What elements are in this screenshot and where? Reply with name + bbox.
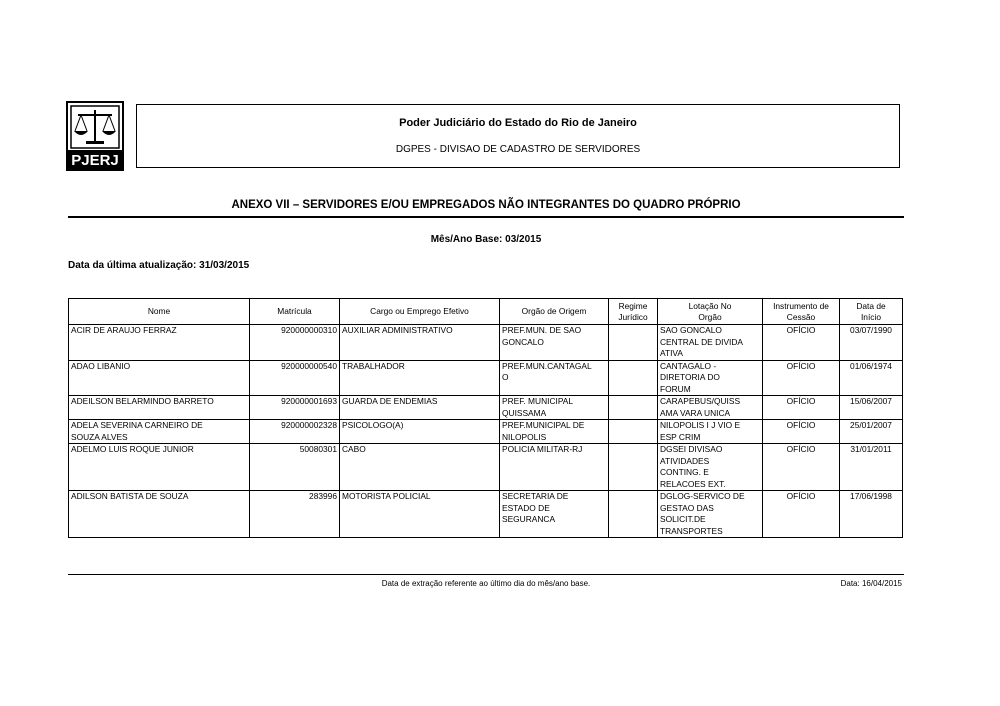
cell-lotacao <box>658 360 763 396</box>
table-row <box>69 360 903 396</box>
cell-nome <box>69 396 250 420</box>
cell-regime <box>609 444 658 491</box>
footer-date: Data: 16/04/2015 <box>840 579 902 588</box>
column-header-line: Nome <box>147 306 171 316</box>
column-header-line: Início <box>860 311 882 322</box>
cell-line: CENTRAL DE DIVIDA <box>660 336 743 347</box>
cell-inicio: 01/06/1974 <box>840 360 903 396</box>
cell-regime <box>609 420 658 444</box>
division-subtitle: DGPES - DIVISAO DE CADASTRO DE SERVIDORES <box>395 144 641 155</box>
column-header-line: Cargo ou Emprego Efetivo <box>370 306 469 316</box>
pjerj-logo <box>66 101 124 171</box>
table-row <box>69 491 903 538</box>
cell-nome <box>69 360 250 396</box>
column-header-line: Orgão <box>698 311 722 322</box>
cell-matricula: 283996 <box>250 491 340 538</box>
column-header <box>840 299 903 325</box>
logo-text: PJERJ <box>71 152 119 169</box>
cell-line: ACIR DE ARAUJO FERRAZ <box>71 325 177 335</box>
cell-line: ADEILSON BELARMINDO BARRETO <box>71 396 214 406</box>
column-header <box>763 299 840 325</box>
cell-matricula: 920000001693 <box>250 396 340 420</box>
cell-orgao <box>500 325 609 361</box>
cell-inicio: 25/01/2007 <box>840 420 903 444</box>
column-header <box>69 299 250 325</box>
cell-instrumento: OFÍCIO <box>763 360 840 396</box>
cell-line: RELACOES EXT. <box>660 478 726 489</box>
column-header <box>340 299 500 325</box>
cell-line: GESTAO DAS <box>660 502 714 513</box>
cell-regime <box>609 325 658 361</box>
court-title: Poder Judiciário do Estado do Rio de Janeiro <box>399 117 637 129</box>
cell-line: SECRETARIA DE <box>502 491 569 501</box>
cell-line: ATIVA <box>660 348 683 358</box>
table-header-row <box>69 299 903 325</box>
cell-orgao <box>500 360 609 396</box>
cell-line: DGSEI DIVISAO <box>660 444 723 454</box>
cell-line: PREF.MUN.CANTAGAL <box>502 360 592 371</box>
last-update: Data da última atualização: 31/03/2015 <box>68 260 250 271</box>
cell-instrumento: OFÍCIO <box>763 420 840 444</box>
cell-line: ADELA SEVERINA CARNEIRO DE <box>71 420 203 430</box>
cell-line: AMA VARA UNICA <box>660 407 731 418</box>
cell-instrumento: OFÍCIO <box>763 325 840 361</box>
cell-line: FORUM <box>660 383 691 394</box>
cell-cargo: AUXILIAR ADMINISTRATIVO <box>340 325 500 361</box>
cell-matricula: 920000002328 <box>250 420 340 444</box>
cell-inicio: 17/06/1998 <box>840 491 903 538</box>
cell-lotacao <box>658 491 763 538</box>
cell-line: PREF.MUN. DE SAO <box>502 325 582 335</box>
cell-line: ADILSON BATISTA DE SOUZA <box>71 491 189 501</box>
column-header <box>500 299 609 325</box>
cell-matricula: 920000000310 <box>250 325 340 361</box>
column-header-line: Instrumento de <box>773 300 829 311</box>
column-header <box>250 299 340 325</box>
cell-nome <box>69 491 250 538</box>
annex-title: ANEXO VII – SERVIDORES E/OU EMPREGADOS NÃO INTEGRANTES DO QUADRO PRÓPRIO <box>231 199 741 211</box>
cell-line: QUISSAMA <box>502 407 547 418</box>
cell-line: DIRETORIA DO <box>660 372 720 382</box>
cell-orgao <box>500 396 609 420</box>
cell-line: PREF. MUNICIPAL <box>502 396 574 406</box>
cell-line: SEGURANCA <box>502 514 556 524</box>
cell-cargo: MOTORISTA POLICIAL <box>340 491 500 538</box>
cell-matricula: 920000000540 <box>250 360 340 396</box>
cell-line: PREF.MUNICIPAL DE <box>502 420 585 430</box>
cell-instrumento: OFÍCIO <box>763 491 840 538</box>
cell-line: ADAO LIBANIO <box>71 360 131 371</box>
cell-inicio: 03/07/1990 <box>840 325 903 361</box>
cell-lotacao <box>658 396 763 420</box>
cell-line: ADELMO LUIS ROQUE JUNIOR <box>71 444 194 454</box>
cell-orgao <box>500 491 609 538</box>
cell-line: O <box>502 372 509 382</box>
table-row <box>69 444 903 491</box>
column-header-line: Regime <box>618 300 648 311</box>
cell-regime <box>609 491 658 538</box>
cell-matricula: 50080301 <box>250 444 340 491</box>
cell-orgao <box>500 420 609 444</box>
cell-line: SAO GONCALO <box>660 325 722 335</box>
cell-cargo: PSICOLOGO(A) <box>340 420 500 444</box>
cell-cargo: CABO <box>340 444 500 491</box>
table-row <box>69 396 903 420</box>
column-header <box>609 299 658 325</box>
column-header-line: Jurídico <box>618 311 648 322</box>
cell-line: NILOPOLIS I J VIO E <box>660 420 741 430</box>
cell-lotacao <box>658 325 763 361</box>
column-header-line: Cessão <box>786 311 816 322</box>
cell-lotacao <box>658 444 763 491</box>
table-row <box>69 420 903 444</box>
cell-line: TRANSPORTES <box>660 525 723 536</box>
cell-cargo: GUARDA DE ENDEMIAS <box>340 396 500 420</box>
footer-note: Data de extração referente ao último dia do mês/ano base. <box>381 579 591 588</box>
cell-orgao <box>500 444 609 491</box>
cell-line: GONCALO <box>502 336 544 347</box>
cell-cargo: TRABALHADOR <box>340 360 500 396</box>
header-box <box>136 104 900 168</box>
cell-line: ATIVIDADES <box>660 455 710 466</box>
cell-inicio: 31/01/2011 <box>840 444 903 491</box>
cell-lotacao <box>658 420 763 444</box>
cell-nome <box>69 325 250 361</box>
cell-line: SOUZA ALVES <box>71 431 128 442</box>
cell-nome <box>69 444 250 491</box>
column-header-line: Orgão de Origem <box>521 306 587 316</box>
servers-table <box>68 298 903 538</box>
cell-line: DGLOG-SERVICO DE <box>660 491 745 501</box>
title-divider <box>68 216 904 218</box>
column-header-line: Lotação No <box>688 300 732 311</box>
cell-regime <box>609 360 658 396</box>
cell-line: CONTING. E <box>660 467 709 477</box>
column-header <box>658 299 763 325</box>
base-period: Mês/Ano Base: 03/2015 <box>430 234 542 245</box>
cell-nome <box>69 420 250 444</box>
cell-regime <box>609 396 658 420</box>
cell-line: NILOPOLIS <box>502 431 547 442</box>
footer-divider <box>68 574 904 575</box>
cell-line: SOLICIT.DE <box>660 514 706 524</box>
cell-line: POLICIA MILITAR-RJ <box>502 444 583 454</box>
cell-inicio: 15/06/2007 <box>840 396 903 420</box>
cell-line: ESP CRIM <box>660 431 701 442</box>
cell-instrumento: OFÍCIO <box>763 444 840 491</box>
cell-line: CANTAGALO - <box>660 360 717 371</box>
table-row <box>69 325 903 361</box>
cell-line: CARAPEBUS/QUISS <box>660 396 741 406</box>
column-header-line: Data de <box>856 300 886 311</box>
cell-line: ESTADO DE <box>502 502 550 513</box>
column-header-line: Matrícula <box>277 306 312 316</box>
cell-instrumento: OFÍCIO <box>763 396 840 420</box>
